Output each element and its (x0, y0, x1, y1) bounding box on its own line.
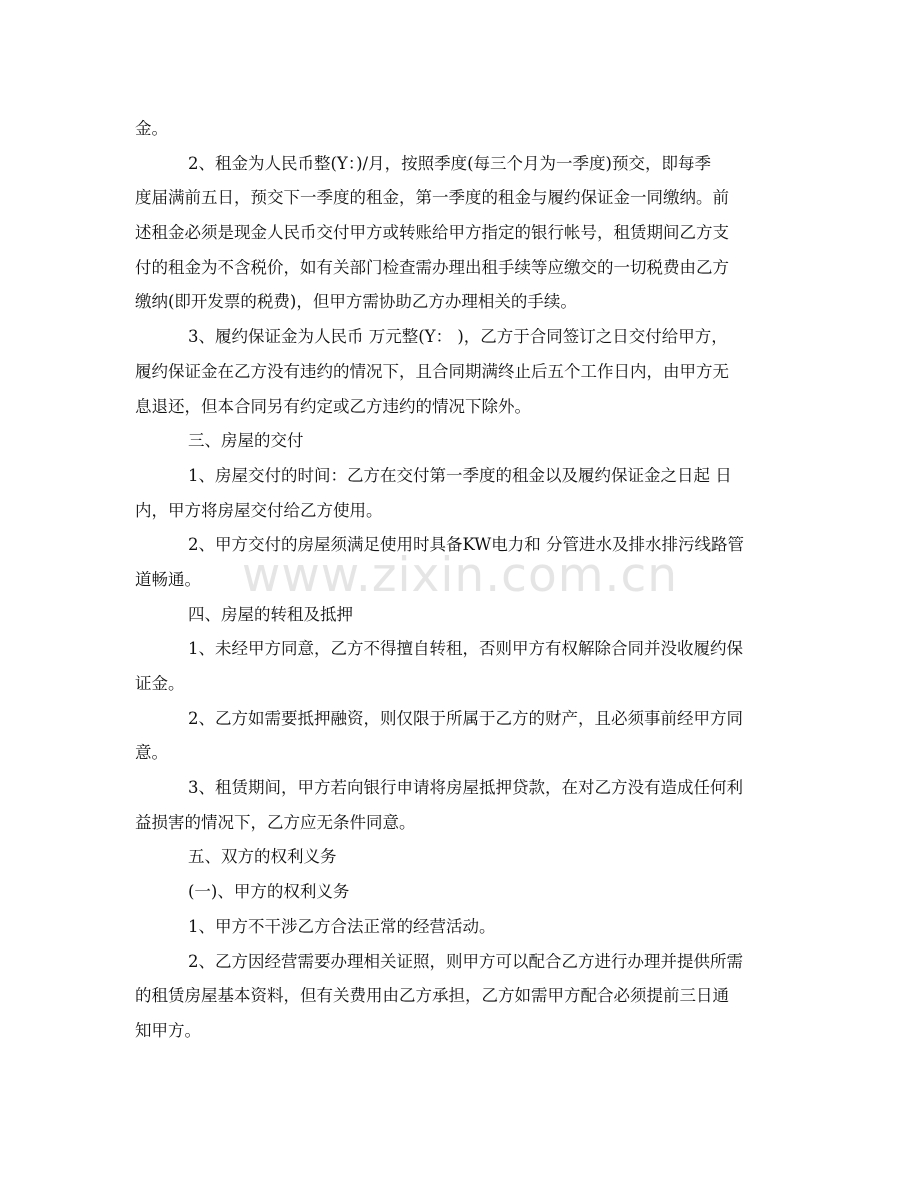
text-line: 1、甲方不干涉乙方合法正常的经营活动。 (188, 916, 496, 936)
text-line: 述租金必须是现金人民币交付甲方或转账给甲方指定的银行帐号，租赁期间乙方支 (135, 223, 729, 243)
text-line: 五、双方的权利义务 (188, 847, 337, 867)
text-line: 1、房屋交付的时间：乙方在交付第一季度的租金以及履约保证金之日起 日 (188, 465, 732, 485)
text-line: 息退还，但本合同另有约定或乙方违约的情况下除外。 (135, 396, 531, 416)
text-line: 道畅通。 (135, 569, 201, 589)
text-line: 2、乙方如需要抵押融资，则仅限于所属于乙方的财产，且必须事前经甲方同 (188, 708, 743, 728)
text-line: 四、房屋的转租及抵押 (188, 604, 353, 624)
text-line: 三、房屋的交付 (188, 431, 304, 451)
text-line: (一)、甲方的权利义务 (188, 882, 350, 902)
text-line: 1、未经甲方同意，乙方不得擅自转租，否则甲方有权解除合同并没收履约保 (188, 639, 743, 659)
text-line: 履约保证金在乙方没有违约的情况下，且合同期满终止后五个工作日内，由甲方无 (135, 361, 729, 381)
text-line: 金。 (135, 119, 168, 138)
text-line: 3、履约保证金为人民币 万元整(Y： )，乙方于合同签订之日交付给甲方， (188, 327, 728, 347)
text-line: 意。 (135, 743, 168, 763)
watermark: www.zixin.com.cn (241, 548, 679, 603)
text-line: 2、乙方因经营需要办理相关证照，则甲方可以配合乙方进行办理并提供所需 (188, 951, 743, 971)
text-line: 知甲方。 (135, 1020, 201, 1040)
text-line: 3、租赁期间，甲方若向银行申请将房屋抵押贷款，在对乙方没有造成任何利 (188, 778, 743, 798)
text-line: 缴纳(即开发票的税费)，但甲方需协助乙方办理相关的手续。 (135, 292, 577, 312)
document-body (135, 112, 797, 1049)
text-line: 度届满前五日，预交下一季度的租金，第一季度的租金与履约保证金一同缴纳。前 (135, 188, 729, 208)
text-line: 付的租金为不含税价，如有关部门检查需办理出租手续等应缴交的一切税费由乙方 (135, 257, 729, 277)
text-line: 2、租金为人民币整(Y：)/月，按照季度(每三个月为一季度)预交，即每季 (188, 153, 711, 173)
text-line: 的租赁房屋基本资料，但有关费用由乙方承担，乙方如需甲方配合必须提前三日通 (135, 986, 729, 1006)
text-line: 内，甲方将房屋交付给乙方使用。 (135, 500, 383, 520)
text-line: 益损害的情况下，乙方应无条件同意。 (135, 812, 416, 832)
text-line: 2、甲方交付的房屋须满足使用时具备KW电力和 分管进水及排水排污线路管 (188, 535, 744, 555)
text-line: 证金。 (135, 674, 185, 693)
